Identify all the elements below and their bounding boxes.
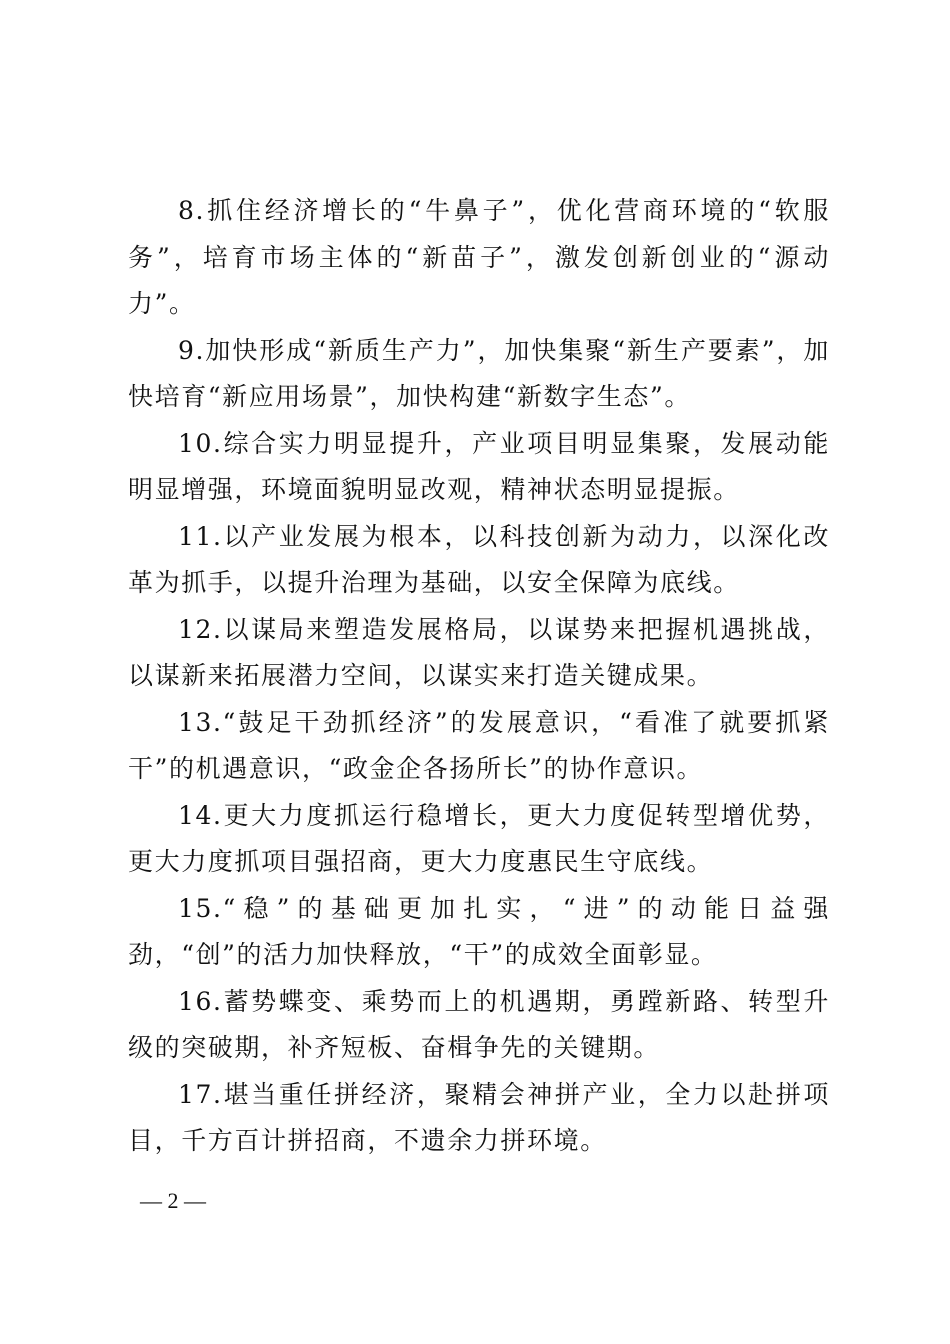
paragraph-12: 12.以谋局来塑造发展格局，以谋势来把握机遇挑战，以谋新来拓展潜力空间，以谋实来打造关键成果。 <box>128 614 830 690</box>
page-number: — 2 — <box>140 1188 206 1213</box>
paragraph-10: 10.综合实力明显提升，产业项目明显集聚，发展动能明显增强，环境面貌明显改观，精神状态明显提振。 <box>128 428 830 504</box>
paragraph-14: 14.更大力度抓运行稳增长，更大力度促转型增优势，更大力度抓项目强招商，更大力度惠民生守底线。 <box>128 800 830 876</box>
paragraph-9: 9.加快形成“新质生产力”，加快集聚“新生产要素”，加快培育“新应用场景”，加快构建“新数字生态”。 <box>128 335 830 411</box>
paragraph-15: 15.“稳”的基础更加扎实，“进”的动能日益强劲，“创”的活力加快释放，“干”的成效全面彰显。 <box>128 893 830 969</box>
paragraph-17: 17.堪当重任拼经济，聚精会神拼产业，全力以赴拼项目，千方百计拼招商，不遗余力拼环境。 <box>128 1079 830 1155</box>
paragraph-16: 16.蓄势蝶变、乘势而上的机遇期，勇蹚新路、转型升级的突破期，补齐短板、奋楫争先的关键期。 <box>128 986 830 1062</box>
paragraph-13: 13.“鼓足干劲抓经济”的发展意识，“看准了就要抓紧干”的机遇意识，“政金企各扬所长”的协作意识。 <box>128 707 830 783</box>
paragraph-8: 8.抓住经济增长的“牛鼻子”，优化营商环境的“软服务”，培育市场主体的“新苗子”，激发创新创业的“源动力”。 <box>128 196 830 318</box>
document-body <box>128 188 830 1165</box>
paragraph-11: 11.以产业发展为根本，以科技创新为动力，以深化改革为抓手，以提升治理为基础，以安全保障为底线。 <box>128 521 830 597</box>
